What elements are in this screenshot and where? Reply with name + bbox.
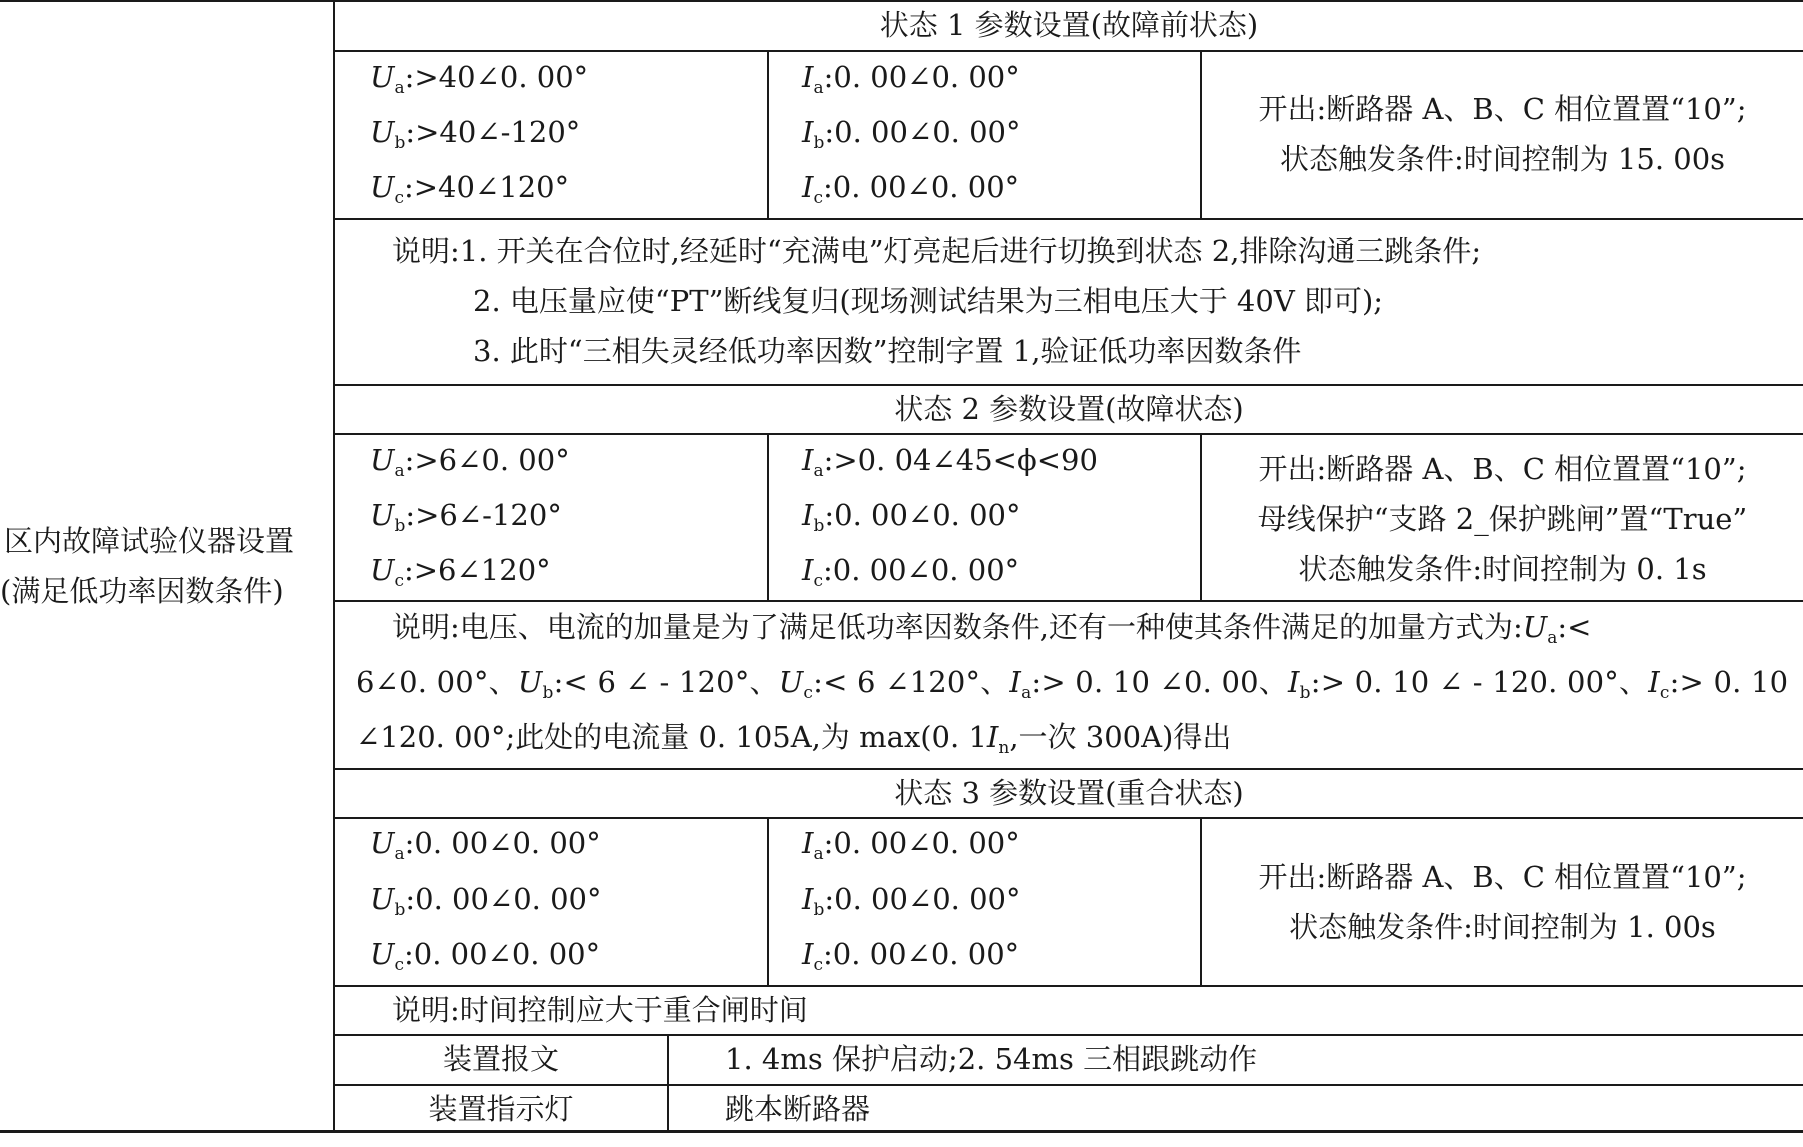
row-label-line2: (满足低功率因数条件) [0,574,284,608]
state2-note-line1: 说明:电压、电流的加量是为了满足低功率因数条件,还有一种使其条件满足的加量方式为$:U_a:<$ [392,610,1592,648]
state2-current-b: $I_b:0$. 00∠0. 00° [802,498,1021,536]
state2-title: 状态 2 参数设置(故障状态) [894,392,1244,426]
indicator-value: 跳本断路器 [725,1092,871,1126]
state2-bus-protection: 母线保护“支路 2_保护跳闸”置“True” [1257,502,1748,536]
state1-current-c: $I_c:0$. 00∠0. 00° [802,170,1020,208]
state3-voltage-c: $U_c:0$. 00∠0. 00° [370,937,601,975]
report-value: 1. 4ms 保护启动;2. 54ms 三相跟跳动作 [725,1042,1258,1076]
state2-trigger: 状态触发条件:时间控制为 0. 1s [1298,552,1707,586]
state2-note-line2: 6∠0. 00°、$U_b:< 6$ ∠ - 120°、$U_c:< 6$ ∠120°、$I_a:> 0$. 10 ∠0. 00、$I_b:> 0$. 10 ∠ - 120. 00°、$I_c:> 0$. 10 [356,665,1789,703]
state1-voltage-b: $U_b:>40\angle-120^\circ$ [370,115,581,153]
state3-voltage-a: $U_a:0$. 00∠0. 00° [370,826,601,864]
state2-current-a: $I_a:>0$. 04∠45<ϕ<90 [802,443,1098,481]
state1-current-b: $I_b:0$. 00∠0. 00° [802,115,1021,153]
state2-voltage-c: $U_c:>6\angle 120^\circ$ [370,553,551,591]
state1-title: 状态 1 参数设置(故障前状态) [879,8,1259,42]
state2-current-c: $I_c:0$. 00∠0. 00° [802,553,1020,591]
state1-voltage-a: $U_a:>40\angle 0$. 00° [370,60,589,98]
state2-note-line3: ∠120. 00°;此处的电流量 0. 105A,为 max(0. $1I_n$,一次 300A)得出 [356,720,1232,758]
state3-title: 状态 3 参数设置(重合状态) [894,776,1244,810]
state3-output: 开出:断路器 A、B、C 相位置置“10”; [1258,860,1747,894]
state1-note-3: 3. 此时“三相失灵经低功率因数”控制字置 1,验证低功率因数条件 [473,334,1302,368]
state3-voltage-b: $U_b:0$. 00∠0. 00° [370,882,602,920]
state3-current-c: $I_c:0$. 00∠0. 00° [802,937,1020,975]
state1-trigger: 状态触发条件:时间控制为 15. 00s [1279,142,1726,176]
state3-current-b: $I_b:0$. 00∠0. 00° [802,882,1021,920]
state1-note-1: 说明:1. 开关在合位时,经延时“充满电”灯亮起后进行切换到状态 2,排除沟通三跳条件; [392,234,1482,268]
state1-voltage-c: $U_c:>40\angle 120^\circ$ [370,170,570,208]
state3-current-a: $I_a:0$. 00∠0. 00° [802,826,1020,864]
indicator-label: 装置指示灯 [428,1092,574,1126]
state1-current-a: $I_a:0$. 00∠0. 00° [802,60,1020,98]
state3-note: 说明:时间控制应大于重合闸时间 [392,993,808,1027]
state3-trigger: 状态触发条件:时间控制为 1. 00s [1289,910,1716,944]
state1-output: 开出:断路器 A、B、C 相位置置“10”; [1258,92,1747,126]
state1-note-2: 2. 电压量应使“PT”断线复归(现场测试结果为三相电压大于 40V 即可); [473,284,1384,318]
report-label: 装置报文 [442,1042,559,1076]
state2-voltage-a: $U_a:>6\angle 0$. 00° [370,443,570,481]
row-label-line1: 区内故障试验仪器设置 [4,524,295,558]
state2-output: 开出:断路器 A、B、C 相位置置“10”; [1258,452,1747,486]
state2-voltage-b: $U_b:>6\angle-120^\circ$ [370,498,562,536]
